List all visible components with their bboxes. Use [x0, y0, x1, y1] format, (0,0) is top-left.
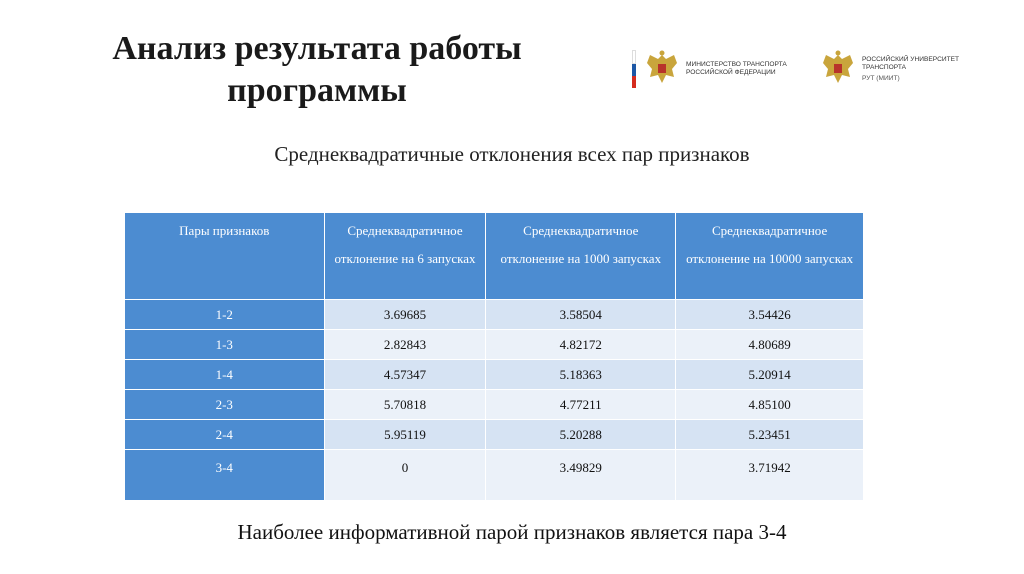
- value-cell: 5.20288: [486, 420, 676, 450]
- value-cell: 4.82172: [486, 330, 676, 360]
- value-cell: 4.85100: [676, 390, 864, 420]
- value-cell: 5.70818: [324, 390, 486, 420]
- conclusion-text: Наиболее информативной парой признаков является пара 3-4: [237, 520, 787, 544]
- university-logo-text: [862, 56, 959, 83]
- table-row: [125, 300, 864, 330]
- table-row: [125, 420, 864, 450]
- value-cell: 3.54426: [676, 300, 864, 330]
- table-row: [125, 390, 864, 420]
- header-6-runs: Среднеквадратичное отклонение на 6 запусках: [324, 213, 486, 300]
- value-cell: 3.71942: [676, 450, 864, 501]
- ministry-logo-text: [686, 61, 787, 77]
- table-row: [125, 450, 864, 501]
- double-headed-eagle-icon: [644, 49, 680, 89]
- value-cell: 3.69685: [324, 300, 486, 330]
- ministry-logo-line-2: РОССИЙСКОЙ ФЕДЕРАЦИИ: [686, 69, 776, 76]
- header-pairs: Пары признаков: [125, 213, 325, 300]
- header-1000-runs: Среднеквадратичное отклонение на 1000 запусках: [486, 213, 676, 300]
- slide-title: [72, 28, 562, 112]
- value-cell: 5.95119: [324, 420, 486, 450]
- value-cell: 5.18363: [486, 360, 676, 390]
- table-caption: Среднеквадратичные отклонения всех пар признаков: [274, 142, 750, 166]
- ministry-logo: [632, 48, 787, 90]
- deviation-table: [124, 212, 864, 501]
- value-cell: 5.20914: [676, 360, 864, 390]
- pair-cell: 1-2: [125, 300, 325, 330]
- table-row: [125, 360, 864, 390]
- pair-cell: 3-4: [125, 450, 325, 501]
- pair-cell: 2-4: [125, 420, 325, 450]
- value-cell: 5.23451: [676, 420, 864, 450]
- value-cell: 4.80689: [676, 330, 864, 360]
- value-cell: 4.77211: [486, 390, 676, 420]
- university-eagle-icon: [820, 49, 856, 89]
- table-header-row: [125, 213, 864, 300]
- university-logo-line-1: РОССИЙСКИЙ УНИВЕРСИТЕТ: [862, 55, 960, 63]
- ministry-logo-line-1: МИНИСТЕРСТВО ТРАНСПОРТА: [686, 61, 787, 68]
- slide-title-line-2: программы: [227, 72, 407, 109]
- table-row: [125, 330, 864, 360]
- value-cell: 4.57347: [324, 360, 486, 390]
- pair-cell: 2-3: [125, 390, 325, 420]
- pair-cell: 1-4: [125, 360, 325, 390]
- pair-cell: 1-3: [125, 330, 325, 360]
- slide-title-line-1: Анализ результата работы: [112, 30, 522, 67]
- university-logo-line-2: ТРАНСПОРТА: [862, 63, 907, 71]
- russian-flag-icon: [632, 50, 636, 88]
- value-cell: 3.49829: [486, 450, 676, 501]
- value-cell: 2.82843: [324, 330, 486, 360]
- university-logo: [820, 48, 959, 90]
- university-logo-line-3: РУТ (МИИТ): [862, 74, 900, 82]
- header-10000-runs: Среднеквадратичное отклонение на 10000 запусках: [676, 213, 864, 300]
- value-cell: 0: [324, 450, 486, 501]
- value-cell: 3.58504: [486, 300, 676, 330]
